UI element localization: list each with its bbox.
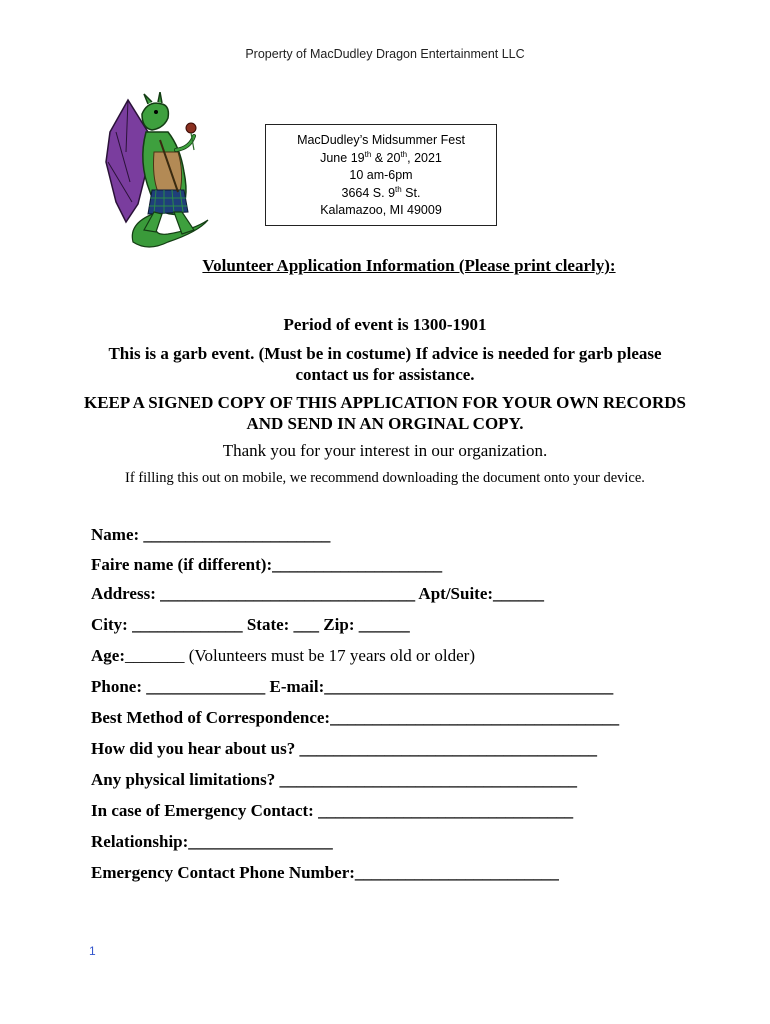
city-state-zip-field[interactable]: City: _____________ State: ___ Zip: ______	[91, 615, 410, 634]
mobile-note: If filling this out on mobile, we recommend downloading the document onto your device.	[125, 470, 645, 486]
emergency-contact-field[interactable]: In case of Emergency Contact: ______________________________	[91, 801, 574, 820]
physical-limitations-field[interactable]: Any physical limitations? ___________________________________	[91, 770, 577, 789]
emergency-phone-field[interactable]: Emergency Contact Phone Number:________________________	[91, 863, 559, 882]
event-name: MacDudley’s Midsummer Fest	[297, 133, 465, 147]
event-info-box	[265, 124, 497, 226]
phone-email-field[interactable]: Phone: ______________ E-mail:__________________________________	[91, 677, 614, 696]
thanks-text: Thank you for your interest in our organization.	[222, 441, 548, 460]
dragon-mascot-image	[98, 92, 223, 254]
event-period: Period of event is 1300-1901	[283, 315, 487, 334]
address-field[interactable]: Address: ______________________________ Apt/Suite:______	[91, 584, 545, 603]
hear-about-field[interactable]: How did you hear about us? ___________________________________	[91, 739, 597, 758]
relationship-field[interactable]: Relationship:_________________	[91, 832, 333, 851]
event-dates: June 19th & 20th, 2021	[320, 149, 442, 165]
event-address: 3664 S. 9th St.	[341, 184, 421, 200]
faire-name-field[interactable]: Faire name (if different):____________________	[91, 555, 443, 574]
document-header: Property of MacDudley Dragon Entertainment LLC	[245, 47, 525, 61]
age-field[interactable]: Age:_______ (Volunteers must be 17 years old or older)	[91, 646, 475, 665]
event-hours: 10 am-6pm	[349, 168, 413, 182]
keep-copy-notice: KEEP A SIGNED COPY OF THIS APPLICATION FOR YOUR OWN RECORDS AND SEND IN AN ORGINAL COPY.	[83, 393, 686, 433]
event-city: Kalamazoo, MI 49009	[320, 203, 442, 217]
correspondence-field[interactable]: Best Method of Correspondence:__________________________________	[91, 708, 620, 727]
garb-notice: This is a garb event. (Must be in costume) If advice is needed for garb please contact us for assistance.	[108, 344, 662, 384]
page-number: 1	[89, 944, 96, 958]
name-field[interactable]: Name: ______________________	[91, 525, 331, 544]
page-title: Volunteer Application Information (Please print clearly):	[202, 256, 616, 275]
